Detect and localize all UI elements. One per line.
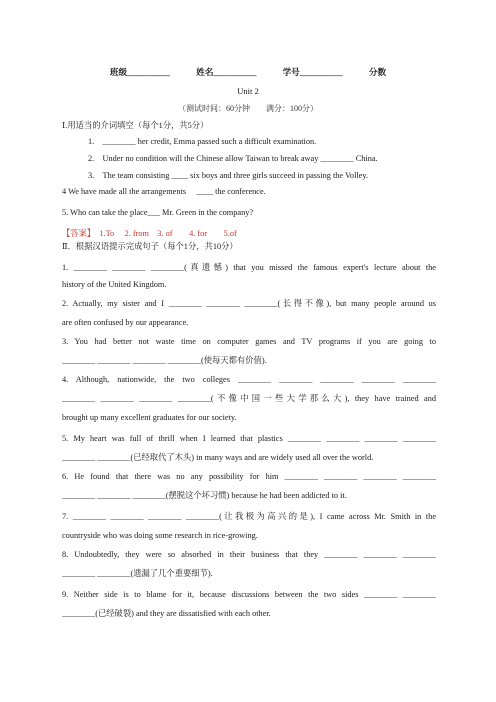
unit-title: Unit 2 (237, 86, 259, 96)
sentence-line: 5. My heart was full of thrill when I learned that plastics ________ ________ ________ ________ (62, 434, 436, 443)
sentence-line: 4. Although, nationwide, the two colleges ________ ________ ________ ________ ________ (62, 375, 436, 384)
sentence-line: 8. Undoubtedly, they were so absorbed in their business that they ________ ________ ________ (62, 550, 436, 559)
sentence-line: 7. ________ ________ ________ ________(让我极为高兴的是), I came across Mr. Smith in the (62, 512, 436, 521)
sentence-line: ________(已经破裂) and they are dissatisfied with each other. (62, 609, 271, 618)
answer-label: 【答案】 (62, 229, 92, 238)
sentence-line: 6. He found that there was no any possibility for him ________ ________ ________ ________ (62, 472, 436, 481)
answer-text: 1.To 2. from 3. of 4. for 5.of (91, 229, 237, 238)
sentence-line: 9. Neither side is to blame for it, because discussions between the two sides ________ ________ (62, 590, 436, 599)
question-item: 2. Under no condition will the Chinese allow Taiwan to break away ________ China. (88, 154, 378, 163)
question-item: 3. The team consisting ____ six boys and three girls succeed in passing the Volley. (88, 171, 369, 180)
name-field-label: 姓名__________ (196, 67, 257, 77)
question-item: 1. ________ her credit, Emma passed such a difficult examination. (88, 137, 317, 146)
sentence-line: 2. Actually, my sister and I ________ ________ ________(长得不像), but many people around us (62, 299, 436, 308)
sentence-line: ________ ________ ________ ________(不像中国一些大学那么大), they have trained and (62, 394, 436, 403)
test-meta: （测试时间：60分钟 满分：100分） (178, 104, 318, 113)
student-info-header (0, 66, 496, 78)
student-id-field-label: 学号__________ (282, 67, 343, 77)
question-item: 5. Who can take the place___ Mr. Green in the company? (62, 208, 254, 217)
sentence-line: history of the United Kingdom. (62, 280, 167, 289)
sentence-line: brought up many excellent graduates for our society. (62, 413, 237, 422)
sentence-line: ________ ________(遗漏了几个重要细节). (62, 569, 213, 578)
sentence-line: countryside who was doing some research in rice-growing. (62, 531, 258, 540)
sentence-line: are often confused by our appearance. (62, 318, 189, 327)
sentence-line: ________ ________ ________ ________(使每天都有价值). (62, 356, 267, 365)
score-field-label: 分数 (368, 67, 387, 77)
sentence-line: 1. ________ ________ ________(真遗憾) that you missed the famous expert's lecture about the (62, 263, 436, 272)
question-item: 4 We have made all the arrangements ____ the conference. (62, 187, 266, 196)
class-field-label: 班级__________ (109, 67, 171, 77)
section2-title: Ⅱ．根据汉语提示完成句子（每个1分，共10分） (62, 242, 238, 251)
sentence-line: ________ ________(已经取代了木头) in many ways and are widely used all over the world. (62, 453, 374, 462)
sentence-line: 3. You had better not waste time on computer games and TV programs if you are going to (62, 337, 436, 346)
answer-line (62, 228, 436, 239)
section1-title: Ⅰ.用适当的介词填空（每个1分，共5分） (62, 121, 209, 130)
sentence-line: ________ ________ ________(摆脱这个坏习惯) because he had been addicted to it. (62, 491, 347, 500)
